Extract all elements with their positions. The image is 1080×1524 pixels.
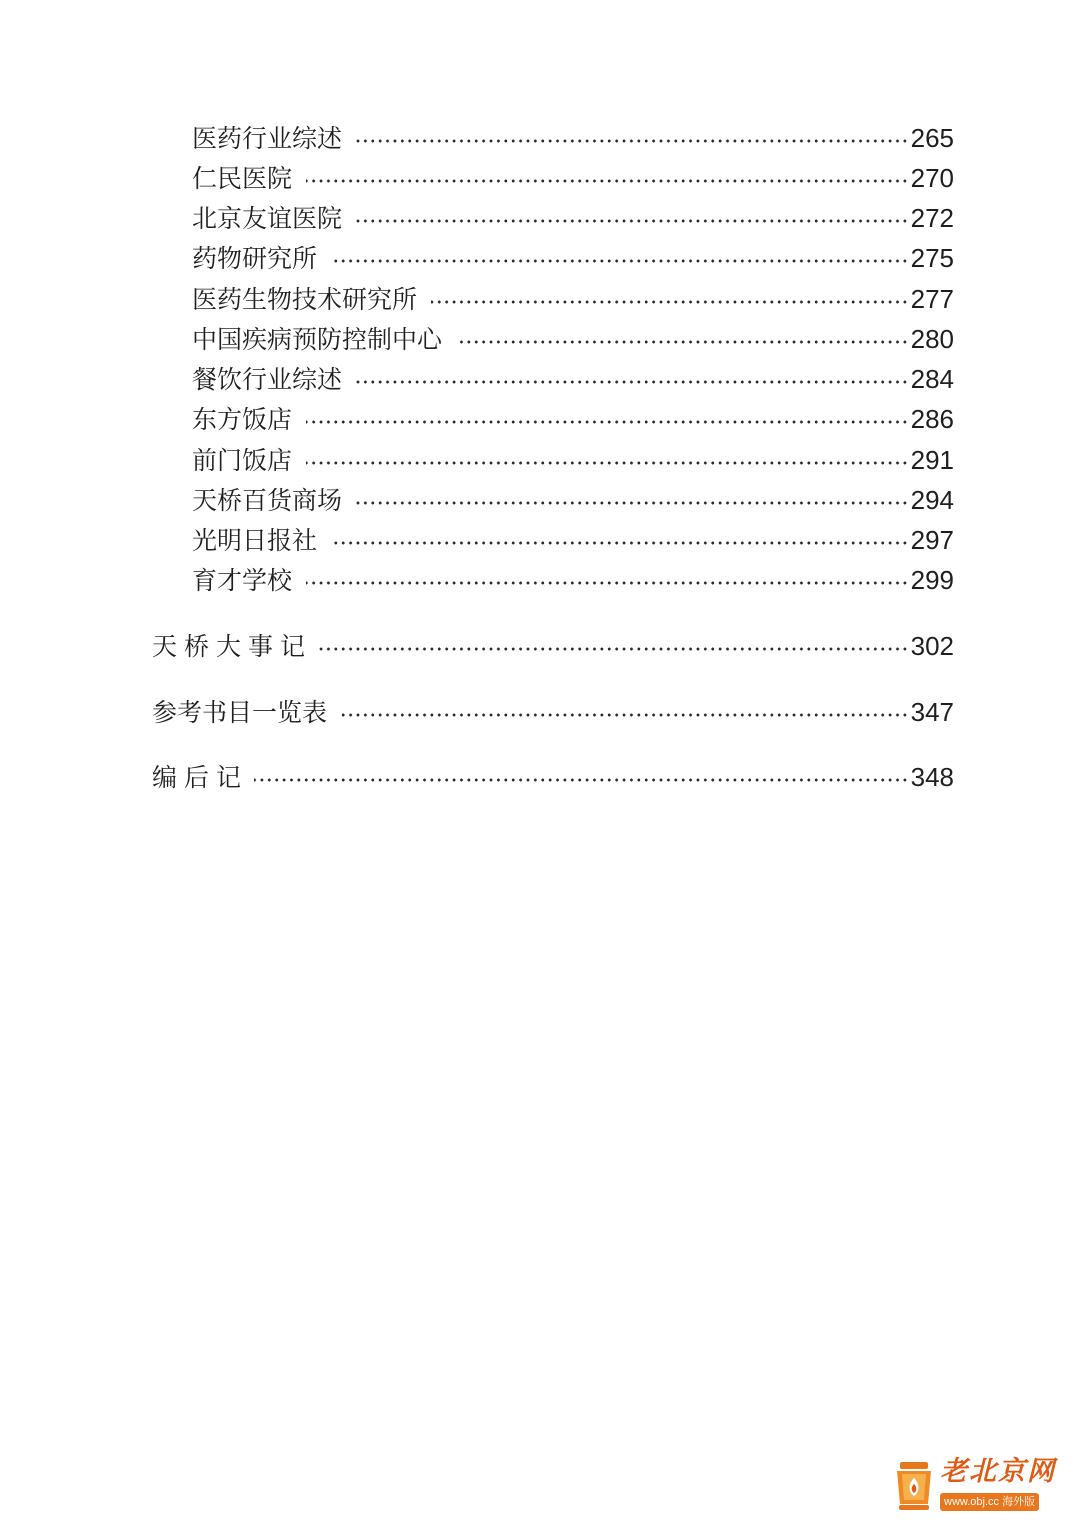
dot-leader <box>341 713 909 717</box>
toc-entry-page: 280 <box>910 324 954 354</box>
toc-entry-page: 275 <box>910 243 954 273</box>
toc-entry-title: 北京友谊医院 <box>192 204 343 233</box>
lantern-icon <box>894 1460 934 1512</box>
toc-chapter-page: 347 <box>910 697 954 727</box>
watermark-brand: 老北京网 <box>940 1456 1056 1487</box>
watermark-url: www.obj.cc 海外版 <box>940 1493 1039 1511</box>
dot-leader <box>306 461 909 465</box>
toc-chapter-title: 编后记 <box>152 763 249 792</box>
dot-leader <box>318 647 909 651</box>
toc-entry-title: 东方饭店 <box>192 405 293 434</box>
toc-entry[interactable] <box>192 200 954 237</box>
toc-entry-title: 中国疾病预防控制中心 <box>192 325 443 354</box>
toc-entry[interactable] <box>192 562 954 599</box>
dot-leader <box>356 139 909 143</box>
toc-entry[interactable] <box>192 281 954 318</box>
toc-entry-title: 前门饭店 <box>192 446 293 475</box>
toc-chapter[interactable] <box>152 628 954 665</box>
toc-entry-page: 291 <box>910 445 954 475</box>
toc-entry-page: 294 <box>910 485 954 515</box>
dot-leader <box>331 259 909 263</box>
toc-entry-page: 265 <box>910 123 954 153</box>
dot-leader <box>331 541 909 545</box>
toc-chapter-title: 天桥大事记 <box>152 632 313 661</box>
toc-entry-title: 育才学校 <box>192 566 293 595</box>
toc-entry-page: 272 <box>910 203 954 233</box>
toc-entry-title: 光明日报社 <box>192 526 318 555</box>
toc-entry-title: 医药行业综述 <box>192 124 343 153</box>
toc-entry[interactable] <box>192 401 954 438</box>
toc-entry[interactable] <box>192 120 954 157</box>
toc-entry-page: 270 <box>910 163 954 193</box>
toc-entry-page: 297 <box>910 525 954 555</box>
toc-entry[interactable] <box>192 240 954 277</box>
dot-leader <box>356 219 909 223</box>
toc-entry[interactable] <box>192 482 954 519</box>
dot-leader <box>356 380 909 384</box>
toc-entry[interactable] <box>192 361 954 398</box>
dot-leader <box>431 300 909 304</box>
toc-entry[interactable] <box>192 522 954 559</box>
toc-entry[interactable] <box>192 160 954 197</box>
toc-entry-title: 药物研究所 <box>192 244 318 273</box>
toc-chapter-page: 302 <box>910 631 954 661</box>
toc-entry-title: 餐饮行业综述 <box>192 365 343 394</box>
dot-leader <box>306 581 909 585</box>
dot-leader <box>456 340 909 344</box>
toc-entry-page: 286 <box>910 404 954 434</box>
watermark-logo <box>894 1456 1062 1516</box>
toc-chapter[interactable] <box>152 694 954 731</box>
toc-entry-page: 284 <box>910 364 954 394</box>
toc-entry[interactable] <box>192 321 954 358</box>
toc-chapter-title: 参考书目一览表 <box>152 698 328 727</box>
toc-entry-page: 277 <box>910 284 954 314</box>
toc-entry-page: 299 <box>910 565 954 595</box>
toc-chapter-page: 348 <box>910 762 954 792</box>
dot-leader <box>254 778 909 782</box>
toc-entry-title: 仁民医院 <box>192 164 293 193</box>
dot-leader <box>356 501 909 505</box>
dot-leader <box>306 420 909 424</box>
toc-entry[interactable] <box>192 442 954 479</box>
toc-chapter[interactable] <box>152 759 954 796</box>
dot-leader <box>306 179 909 183</box>
toc-entry-title: 天桥百货商场 <box>192 486 343 515</box>
toc-entry-title: 医药生物技术研究所 <box>192 285 418 314</box>
